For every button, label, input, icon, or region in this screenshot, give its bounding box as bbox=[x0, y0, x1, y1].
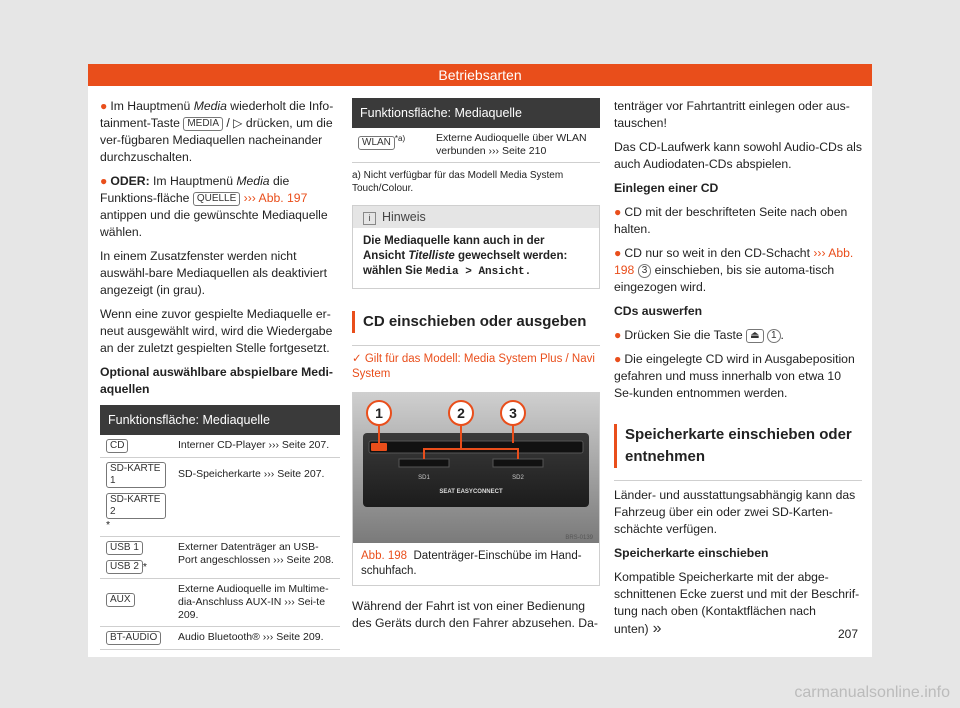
section-heading-cd: CD einschieben oder ausgeben bbox=[352, 311, 600, 333]
svg-text:SEAT EASYCONNECT: SEAT EASYCONNECT bbox=[439, 489, 503, 495]
manual-page bbox=[88, 64, 872, 657]
bullet-hold-cd: ● CD mit der beschrifteten Seite nach oben halten. bbox=[614, 205, 848, 236]
table-header: Funktionsfläche: Mediaquelle bbox=[352, 98, 600, 128]
svg-text:BRS-0139: BRS-0139 bbox=[565, 535, 593, 541]
continue-chevron-icon: » bbox=[652, 620, 662, 637]
hint-header: i Hinweis bbox=[353, 206, 599, 228]
paragraph-driving: Während der Fahrt ist von einer Bedienung des Geräts durch den Fahrer abzusehen. Da- bbox=[352, 599, 598, 630]
callout-number: 1 bbox=[767, 329, 781, 343]
paragraph-sd-insert: Kompatible Speicherkarte mit der abge-schnittenen Ecke zuerst und mit der Beschrif-tung nach oben (Kontaktflächen nach unten) » bbox=[614, 570, 860, 637]
page-number: 207 bbox=[837, 627, 858, 641]
info-icon: i bbox=[363, 212, 376, 225]
figure-reference[interactable]: ››› Abb. 197 bbox=[243, 191, 308, 205]
bullet-icon: ● bbox=[100, 99, 108, 113]
watermark: carmanualsonline.info bbox=[794, 684, 950, 701]
paragraph-continue: tenträger vor Fahrtantritt einlegen oder aus-tauschen! bbox=[614, 99, 850, 130]
bullet-icon: ● bbox=[100, 174, 108, 188]
bullet-eject-position: ● Die eingelegte CD wird in Ausgabeposition gefahren und muss innerhalb von etwa 10 Se-kunden entnommen werden. bbox=[614, 352, 855, 400]
paragraph-oder: ● ODER: Im Hauptmenü Media die Funktions-fläche QUELLE ››› Abb. 197 antippen und die gewünschte Mediaquelle wählen. bbox=[100, 174, 328, 239]
footnote: a) Nicht verfügbar für das Modell Media System Touch/Colour. bbox=[352, 170, 564, 194]
svg-text:2: 2 bbox=[457, 405, 465, 421]
svg-text:1: 1 bbox=[375, 405, 383, 421]
hint-box bbox=[352, 205, 600, 289]
svg-text:SD1: SD1 bbox=[418, 475, 430, 481]
table-row: SD-KARTE 1 SD-KARTE 2* SD-Speicherkarte ››› Seite 207. bbox=[100, 458, 340, 537]
paragraph-optional: Optional auswählbare abspielbare Medi-aquellen bbox=[100, 365, 333, 396]
column-3 bbox=[614, 98, 862, 645]
hint-text: Die Mediaquelle kann auch in der Ansicht Titelliste gewechselt werden: wählen Sie Media > Ansicht. bbox=[363, 235, 568, 278]
bullet-insert-cd: ● CD nur so weit in den CD-Schacht ››› Abb. 198 3 einschieben, bis sie automa-tisch eingezogen wird. bbox=[614, 246, 854, 294]
svg-text:SD2: SD2 bbox=[512, 475, 524, 481]
column-1 bbox=[100, 98, 340, 650]
callout-number: 3 bbox=[638, 264, 652, 278]
applicability-note: ✓ Gilt für das Modell: Media System Plus / Navi System bbox=[352, 353, 595, 380]
paragraph-deactivated: In einem Zusatzfenster werden nicht auswähl-bare Mediaquellen als deaktiviert angezeigt (in grau). bbox=[100, 249, 327, 297]
media-key-icon: MEDIA bbox=[183, 117, 223, 131]
table-header: Funktionsfläche: Mediaquelle bbox=[100, 405, 340, 435]
quelle-button-label: QUELLE bbox=[193, 192, 240, 206]
figure-caption: Abb. 198 Datenträger-Einschübe im Hand-schuhfach. bbox=[361, 550, 582, 577]
column-2 bbox=[352, 98, 600, 639]
figure-198 bbox=[352, 392, 600, 586]
table-row: AUX Externe Audioquelle im Multime-dia-Anschluss AUX-IN ››› Sei-te 209. bbox=[100, 579, 340, 627]
subheading-eject-cd: CDs auswerfen bbox=[614, 304, 703, 318]
wlan-table bbox=[352, 98, 600, 163]
subheading-insert-cd: Einlegen einer CD bbox=[614, 181, 719, 195]
bullet-press-key: ● Drücken Sie die Taste ⏏ 1 . bbox=[614, 328, 784, 342]
eject-icon: ⏏ bbox=[746, 329, 763, 343]
table-row: USB 1 USB 2 * Externer Datenträger an USB-Port angeschlossen ››› Seite 208. bbox=[100, 537, 340, 579]
play-circle-icon: ▷ bbox=[233, 116, 243, 130]
subheading-insert-sd: Speicherkarte einschieben bbox=[614, 546, 769, 560]
paragraph-resume: Wenn eine zuvor gespielte Mediaquelle er-neut ausgewählt wird, wird die Wiedergabe an der zuletzt gespielten Stelle fortgesetzt. bbox=[100, 307, 333, 355]
section-header: Betriebsarten bbox=[88, 64, 872, 86]
table-row: WLAN $^{*a)}$ Externe Audioquelle über WLAN verbunden ››› Seite 210 bbox=[352, 128, 600, 163]
paragraph-cd-types: Das CD-Laufwerk kann sowohl Audio-CDs als auch Audiodaten-CDs abspielen. bbox=[614, 140, 862, 171]
media-source-table bbox=[100, 405, 340, 650]
table-row: BT-AUDIO Audio Bluetooth® ››› Seite 209. bbox=[100, 627, 340, 650]
table-row: CD Interner CD-Player ››› Seite 207. bbox=[100, 435, 340, 458]
glovebox-slots-image bbox=[353, 393, 599, 543]
paragraph-sd-slots: Länder- und ausstattungsabhängig kann das Fahrzeug über ein oder zwei SD-Karten-schächte verfügen. bbox=[614, 488, 856, 536]
section-heading-sd: Speicherkarte einschieben oder entnehmen bbox=[614, 424, 862, 468]
paragraph-media-key: ● Im Hauptmenü Media wiederholt die Info-tainment-Taste MEDIA / ▷ drücken, um die ver-fügbaren Mediaquellen nacheinander durchzuschalten. bbox=[100, 99, 334, 164]
svg-text:3: 3 bbox=[509, 405, 517, 421]
